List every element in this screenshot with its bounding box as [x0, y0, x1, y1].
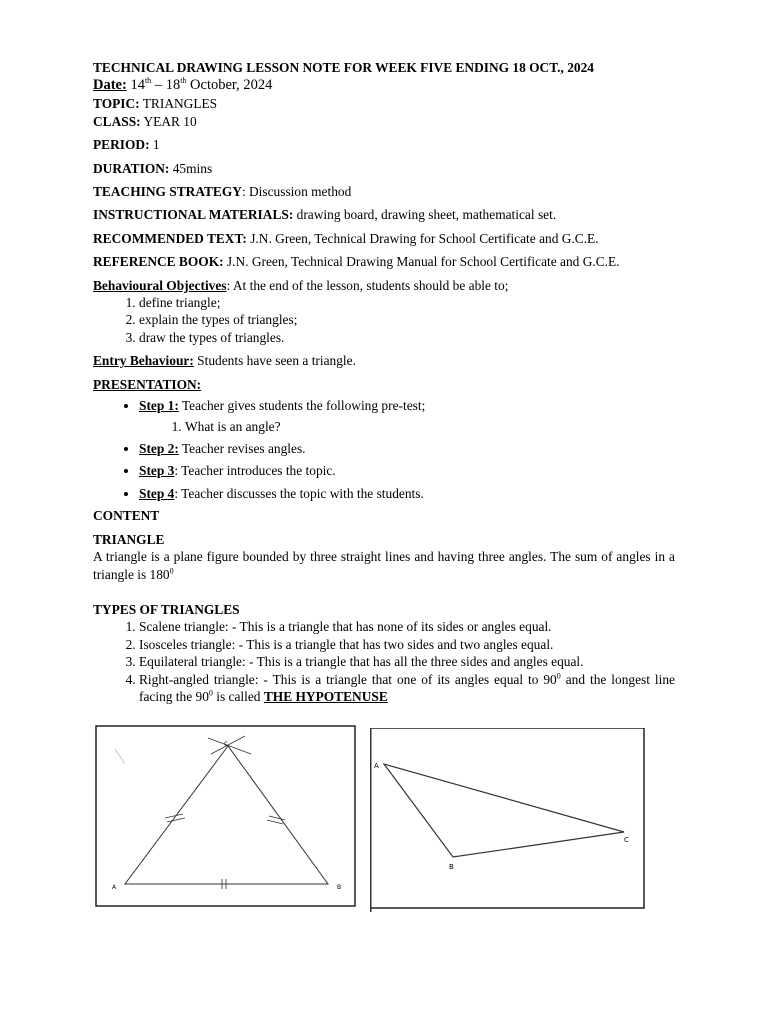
list-item: 4. Right-angled triangle: - This is a triangle that one of its angles equal to $90^0$ and the longest line facing the $90^0$ is called THE HYPOTENUSE — [139, 671, 675, 706]
list-item: 2. explain the types of triangles; — [139, 311, 675, 328]
types-heading: TYPES OF TRIANGLES — [93, 601, 240, 617]
duration-line: DURATION: 45mins — [93, 160, 213, 176]
pretest-list — [139, 418, 675, 435]
vertex-label: B — [449, 863, 454, 871]
list-item: 1. Scalene triangle: - This is a triangle that has none of its sides or angles equal. — [139, 618, 675, 635]
list-item: 1. define triangle; — [139, 294, 675, 311]
materials-line: INSTRUCTIONAL MATERIALS: drawing board, drawing sheet, mathematical set. — [93, 207, 557, 223]
presentation-steps — [93, 397, 675, 502]
objectives-intro: Behavioural Objectives: At the end of the lesson, students should be able to; — [93, 277, 509, 293]
vertex-label: C — [224, 741, 229, 748]
vertex-label: B — [337, 884, 342, 891]
reference-book-line: REFERENCE BOOK: J.N. Green, Technical Drawing Manual for School Certificate and G.C.E. — [93, 254, 620, 270]
objectives-list — [93, 294, 675, 346]
lesson-note — [93, 59, 675, 706]
vertex-label: C — [624, 836, 629, 844]
class-line: CLASS: YEAR 10 — [93, 113, 197, 129]
page-title: TECHNICAL DRAWING LESSON NOTE FOR WEEK FIVE ENDING 18 OCT., 2024 — [93, 60, 594, 75]
scalene-triangle-figure — [370, 728, 645, 912]
recommended-text-line: RECOMMENDED TEXT: J.N. Green, Technical Drawing for School Certificate and G.C.E. — [93, 230, 599, 246]
list-item: 2. Isosceles triangle: - This is a triangle that has two sides and two angles equal. — [139, 636, 675, 653]
types-list — [93, 618, 675, 705]
list-item: • Step 1: Teacher gives students the following pre-test; 1. What is an angle? — [139, 397, 675, 435]
strategy-line: TEACHING STRATEGY: Discussion method — [93, 183, 352, 199]
hypotenuse-term: THE HYPOTENUSE — [263, 689, 388, 705]
presentation-heading: PRESENTATION: — [93, 376, 202, 392]
topic-line: TOPIC: TRIANGLES — [93, 96, 218, 112]
entry-behaviour-line: Entry Behaviour: Students have seen a triangle. — [93, 353, 356, 369]
list-item: 3. draw the types of triangles. — [139, 329, 675, 346]
list-item: 3. Equilateral triangle: - This is a triangle that has all the three sides and angles equal. — [139, 653, 675, 670]
triangle-definition: A triangle is a plane figure bounded by three straight lines and having three angles. The sum of angles in a triangle is $180^0$ — [93, 549, 675, 582]
date-line: Date: 14th – 18th October, 2024 — [93, 76, 273, 94]
isosceles-triangle-figure — [95, 724, 357, 909]
list-item: • Step 3: Teacher introduces the topic. — [139, 462, 675, 479]
list-item: • Step 2: Teacher revises angles. — [139, 440, 675, 457]
list-item: 1. What is an angle? — [185, 418, 675, 435]
content-heading: CONTENT — [93, 508, 160, 524]
triangle-heading: TRIANGLE — [93, 531, 165, 547]
triangle-figures — [95, 724, 655, 914]
vertex-label: A — [112, 884, 117, 891]
vertex-label: A — [374, 762, 379, 770]
period-line: PERIOD: 1 — [93, 137, 160, 153]
list-item: • Step 4: Teacher discusses the topic with the students. — [139, 485, 675, 502]
